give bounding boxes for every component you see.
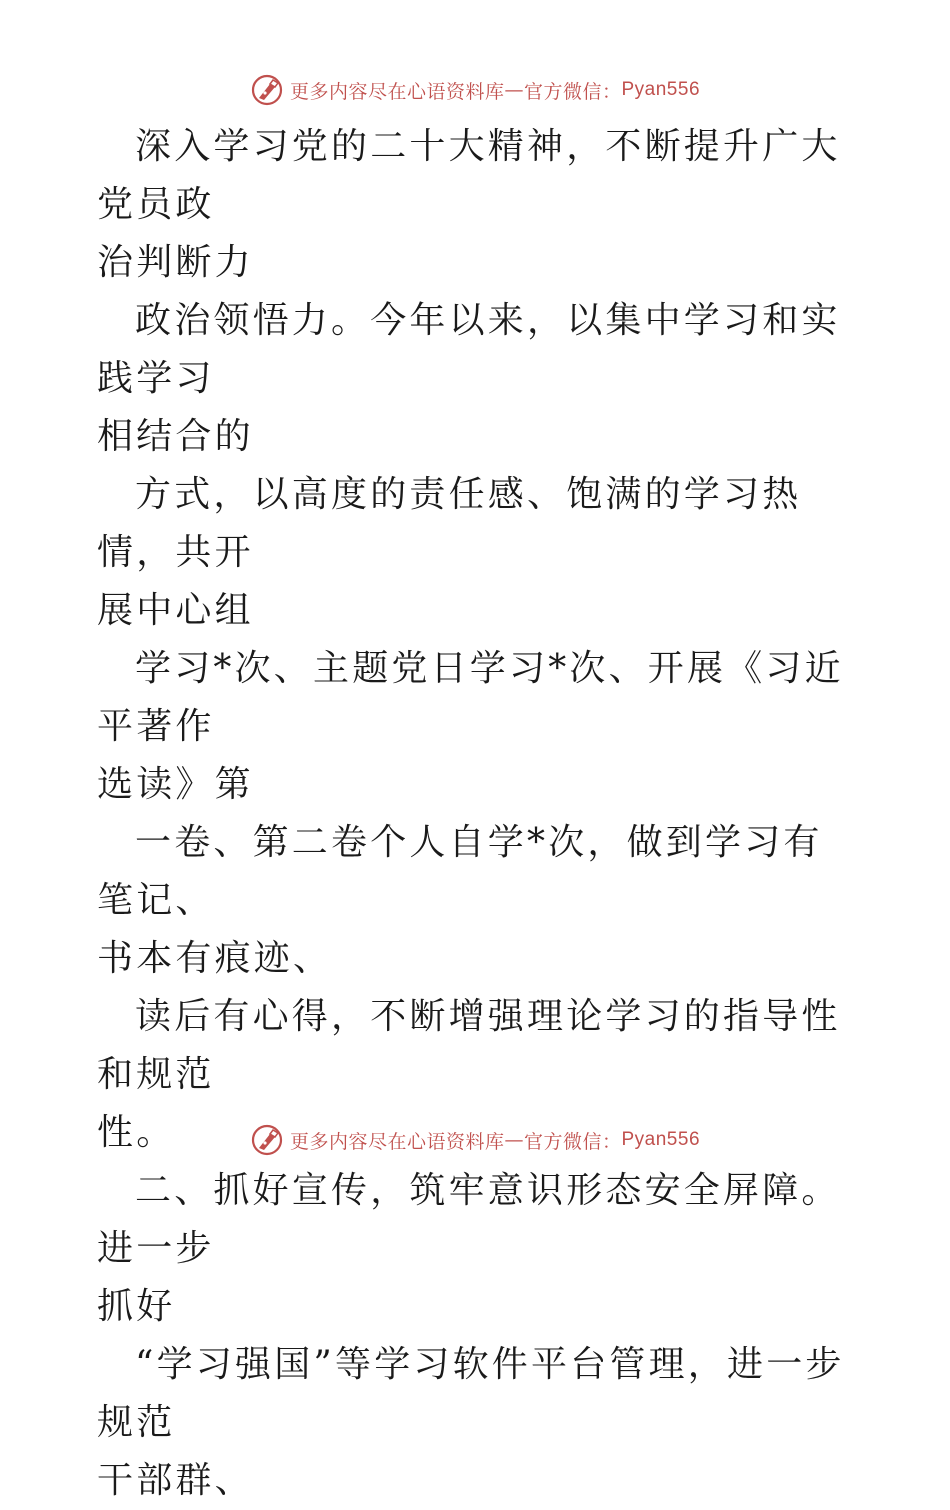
text-line: 选读》第: [97, 764, 254, 805]
text-line: 治判断力: [97, 242, 254, 283]
header-wechat-id: Pyan556: [621, 79, 701, 100]
pen-nib-logo-icon: [250, 1123, 284, 1157]
header-wechat-label: 官方微信：: [523, 80, 622, 103]
footer-wechat-label: 官方微信：: [523, 1130, 622, 1153]
text-line: “学习强国”等学习软件平台管理，进一步规范: [97, 1344, 845, 1443]
header-dash: —: [504, 79, 524, 101]
text-line: 抓好: [97, 1286, 176, 1327]
text-line: 书本有痕迹、: [97, 938, 333, 979]
text-line: 干部群、: [97, 1460, 254, 1501]
text-line: 学习*次、主题党日学习*次、开展《习近平著作: [97, 648, 844, 747]
document-body: [97, 118, 857, 1510]
text-line: 方式，以高度的责任感、饱满的学习热情，共开: [97, 474, 802, 573]
header-site-text: 更多内容尽在心语资料库: [289, 80, 505, 103]
text-line: 深入学习党的二十大精神，不断提升广大党员政: [97, 126, 841, 225]
header-watermark-banner: [0, 70, 950, 110]
footer-site-text: 更多内容尽在心语资料库: [289, 1130, 505, 1153]
footer-dash: —: [504, 1129, 524, 1151]
text-line: 一卷、第二卷个人自学*次，做到学习有笔记、: [97, 822, 823, 921]
footer-watermark-banner: [0, 1120, 950, 1160]
text-line: 展中心组: [97, 590, 254, 631]
text-line: 性。: [97, 1112, 176, 1153]
text-line: 读后有心得，不断增强理论学习的指导性和规范: [97, 996, 841, 1095]
text-line: 二、抓好宣传，筑牢意识形态安全屏障。进一步: [97, 1170, 841, 1269]
text-line: 政治领悟力。今年以来，以集中学习和实践学习: [97, 300, 841, 399]
pen-nib-logo-icon: [250, 73, 284, 107]
footer-wechat-id: Pyan556: [621, 1129, 701, 1150]
text-line: 相结合的: [97, 416, 254, 457]
